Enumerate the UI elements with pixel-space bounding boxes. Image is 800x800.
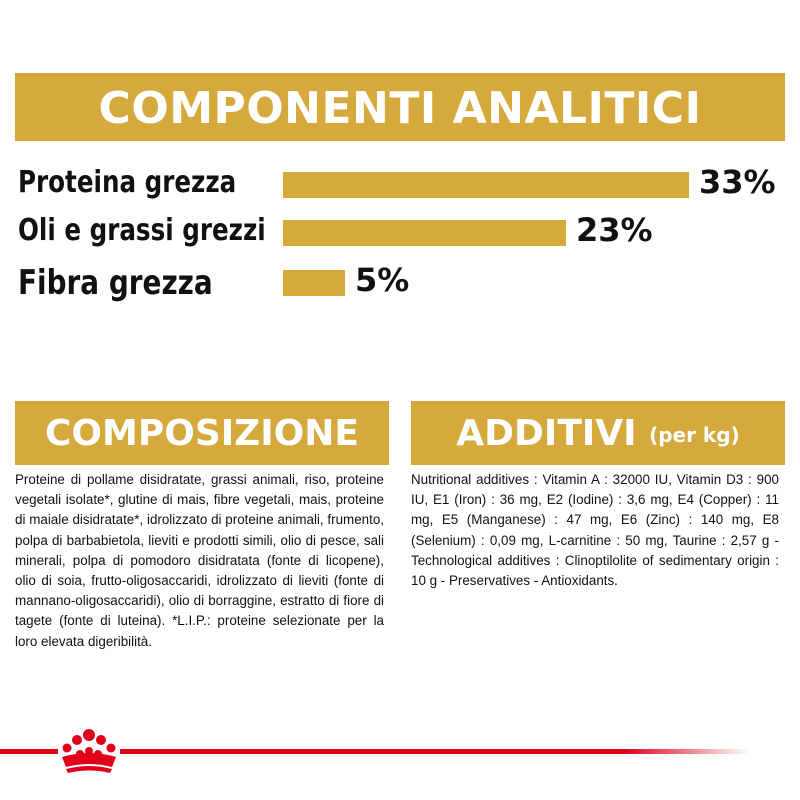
- bar-value-label: 5%: [355, 261, 410, 299]
- bar-label: Fibra grezza: [18, 263, 213, 303]
- bar: [283, 220, 566, 246]
- additives-title: ADDITIVI: [456, 413, 637, 454]
- additives-text: Nutritional additives : Vitamin A : 32000 IU, Vitamin D3 : 900 IU, E1 (Iron) : 36 mg, E2 (Iodine) : 3,6 mg, E4 (Copper) : 11 mg, E5 (Manganese) : 47 mg, E6 (Zinc) : 140 mg, E8 (Selenium) : 0,09 mg, L-carnitine : 50 mg, Taurine : 2,57 g - Technological additives : Clinoptilolite of sedimentary origin : 10 g - Preservatives - Antioxidants.: [411, 472, 779, 589]
- additives-banner: [411, 401, 785, 465]
- bar-value-label: 23%: [576, 211, 653, 249]
- brand-line-left: [0, 749, 58, 754]
- bar-label: Proteina grezza: [18, 165, 237, 200]
- analytical-components-banner: [15, 73, 785, 141]
- bar-row: [18, 213, 798, 253]
- composition-text: Proteine di pollame disidratate, grassi animali, riso, proteine vegetali isolate*, glutine di mais, fibre vegetali, mais, proteine di maiale disidratate*, idrolizzato di proteine animali, frumento, polpa di barbabietola, lieviti e prodotti simili, olio di pesce, sali minerali, polpa di pomodoro disidratata (fonte di licopene), olio di soia, frutto-oligosaccaridi, idrolizzato di lieviti (fonte di mannano-oligosaccaridi), olio di borraggine, estratto di fiore di tagete (fonte di luteina). *L.I.P.: proteine selezionate per la loro elevata digeribilità.: [15, 472, 384, 649]
- bar-value-label: 33%: [699, 163, 776, 201]
- bar-label: Oli e grassi grezzi: [18, 213, 266, 248]
- brand-line-right: [120, 749, 750, 754]
- composition-banner: [15, 401, 389, 465]
- bar-row: [18, 263, 798, 303]
- bar-row: [18, 165, 798, 205]
- bar: [283, 172, 689, 198]
- bar: [283, 270, 345, 296]
- royal-canin-crown-icon: [58, 727, 120, 777]
- analytical-components-title: COMPONENTI ANALITICI: [98, 83, 702, 134]
- additives-subtitle: (per kg): [649, 423, 740, 447]
- composition-title: COMPOSIZIONE: [45, 413, 359, 454]
